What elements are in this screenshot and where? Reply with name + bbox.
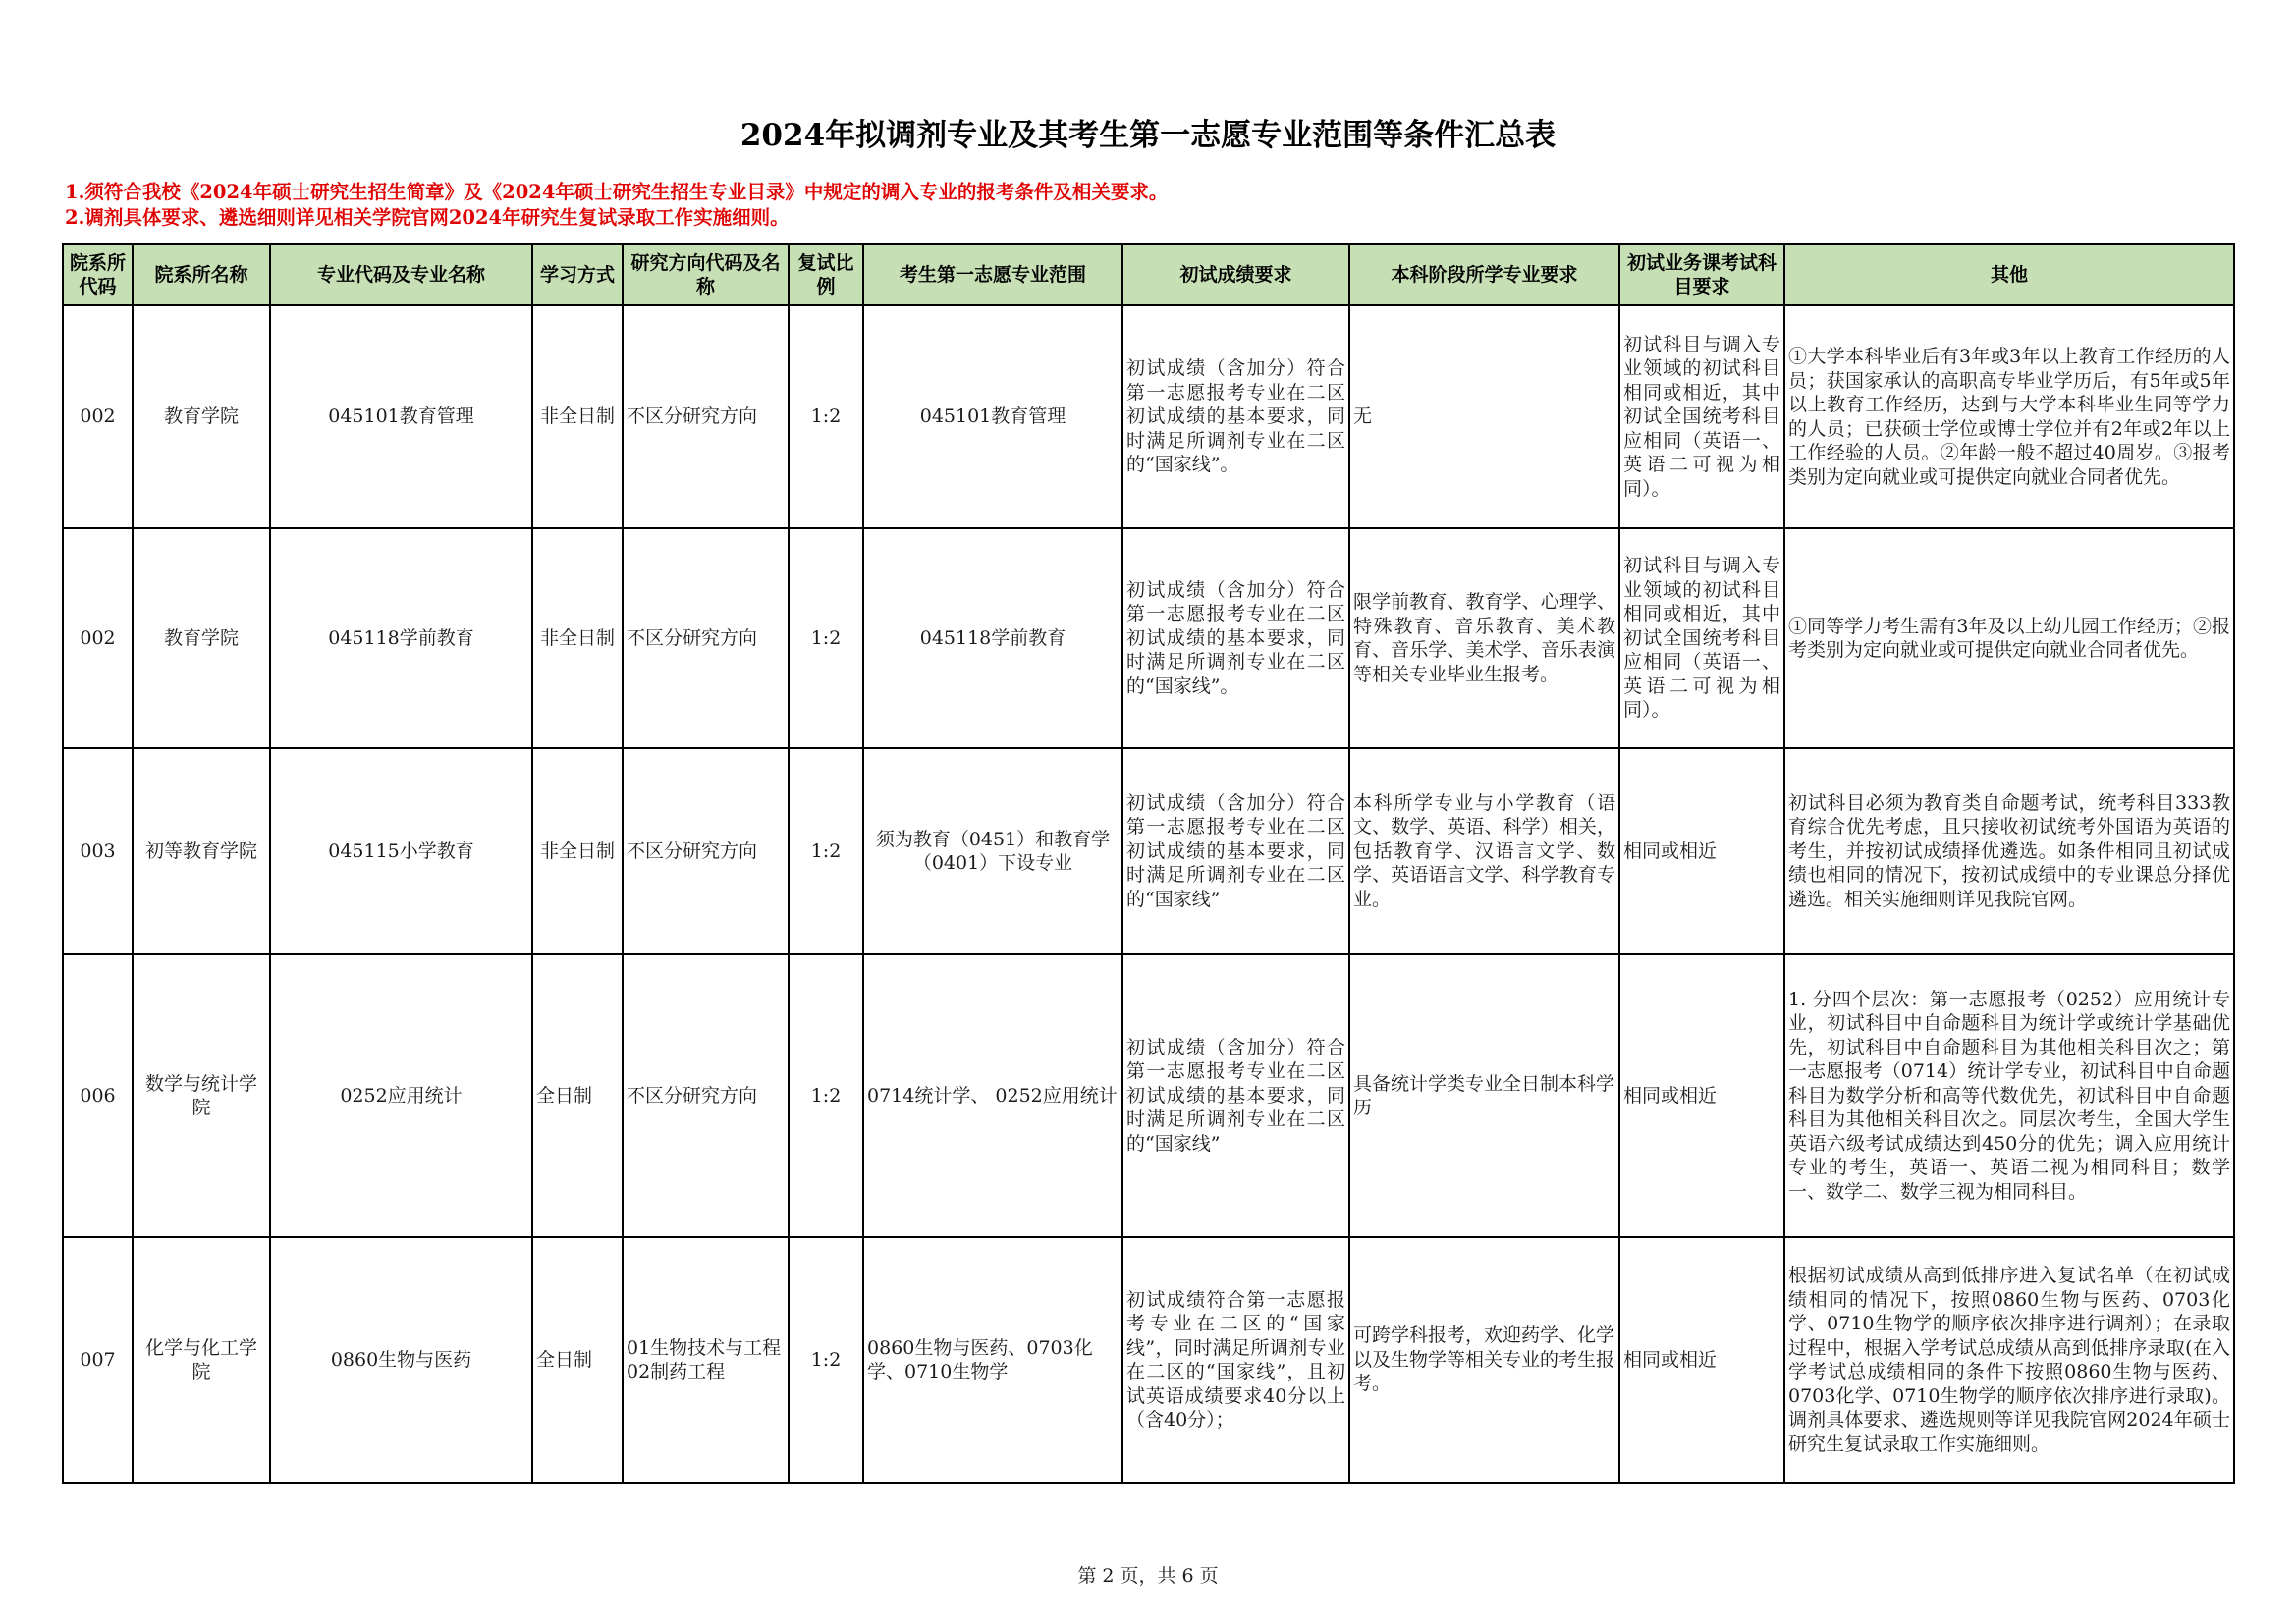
table-row [63, 954, 2234, 1237]
cell-direction: 01生物技术与工程02制药工程 [623, 1237, 789, 1483]
cell-subject-req: 初试科目与调入专业领域的初试科目相同或相近，其中初试全国统考科目应相同（英语一、英语二可视为相同）。 [1619, 528, 1784, 748]
cell-score-req: 初试成绩符合第一志愿报考专业在二区的“国家线”，同时满足所调剂专业在二区的“国家线”，且初试英语成绩要求40分以上（含40分）； [1122, 1237, 1349, 1483]
cell-dept-code: 002 [63, 528, 133, 748]
note-1: 1.须符合我校《2024年硕士研究生招生简章》及《2024年硕士研究生招生专业目录》中规定的调入专业的报考条件及相关要求。 [65, 181, 1169, 203]
cell-first-choice: 0714统计学、 0252应用统计 [863, 954, 1122, 1237]
cell-score-req: 初试成绩（含加分）符合第一志愿报考专业在二区初试成绩的基本要求，同时满足所调剂专业在二区的“国家线” [1122, 748, 1349, 954]
cell-major: 045115小学教育 [270, 748, 532, 954]
header-subject-req: 初试业务课考试科目要求 [1619, 244, 1784, 305]
cell-subject-req: 相同或相近 [1619, 748, 1784, 954]
cell-direction: 不区分研究方向 [623, 528, 789, 748]
cell-ratio: 1:2 [789, 528, 863, 748]
header-other: 其他 [1784, 244, 2234, 305]
cell-first-choice: 0860生物与医药、0703化学、0710生物学 [863, 1237, 1122, 1483]
cell-other: 1. 分四个层次：第一志愿报考（0252）应用统计专业，初试科目中自命题科目为统计学或统计学基础优先，初试科目中自命题科目为其他相关科目次之；第一志愿报考（0714）统计学专业，初试科目中自命题科目为数学分析和高等代数优先，初试科目中自命题科目为其他相关科目次之。同层次考生，全国大学生英语六级考试成绩达到450分的优先；调入应用统计专业的考生，英语一、英语二视为相同科目；数学一、数学二、数学三视为相同科目。 [1784, 954, 2234, 1237]
document-title: 2024年拟调剂专业及其考生第一志愿专业范围等条件汇总表 [739, 118, 1557, 153]
cell-major: 0252应用统计 [270, 954, 532, 1237]
cell-direction: 不区分研究方向 [623, 305, 789, 528]
cell-major: 0860生物与医药 [270, 1237, 532, 1483]
table-row [63, 528, 2234, 748]
cell-undergrad-req: 具备统计学类专业全日制本科学历 [1349, 954, 1619, 1237]
cell-undergrad-req: 无 [1349, 305, 1619, 528]
cell-major: 045118学前教育 [270, 528, 532, 748]
cell-other: ①同等学力考生需有3年及以上幼儿园工作经历；②报考类别为定向就业或可提供定向就业合同者优先。 [1784, 528, 2234, 748]
cell-first-choice: 045118学前教育 [863, 528, 1122, 748]
cell-score-req: 初试成绩（含加分）符合第一志愿报考专业在二区初试成绩的基本要求，同时满足所调剂专业在二区的“国家线” [1122, 954, 1349, 1237]
header-mode: 学习方式 [532, 244, 623, 305]
cell-mode: 非全日制 [532, 748, 623, 954]
adjustment-table [62, 243, 2235, 1484]
cell-other: 根据初试成绩从高到低排序进入复试名单（在初试成绩相同的情况下，按照0860生物与医药、0703化学、0710生物学的顺序依次排序进行调剂）；在录取过程中，根据入学考试总成绩从高到低排序录取(在入学考试总成绩相同的条件下按照0860生物与医药、0703化学、0710生物学的顺序依次排序进行录取)。调剂具体要求、遴选规则等详见我院官网2024年硕士研究生复试录取工作实施细则。 [1784, 1237, 2234, 1483]
cell-undergrad-req: 本科所学专业与小学教育（语文、数学、英语、科学）相关，包括教育学、汉语言文学、数学、英语语言文学、科学教育专业。 [1349, 748, 1619, 954]
page-number: 第 2 页，共 6 页 [1077, 1565, 1219, 1587]
cell-dept-code: 006 [63, 954, 133, 1237]
header-direction: 研究方向代码及名称 [623, 244, 789, 305]
cell-first-choice: 须为教育（0451）和教育学（0401）下设专业 [863, 748, 1122, 954]
cell-dept-code: 002 [63, 305, 133, 528]
cell-mode: 非全日制 [532, 528, 623, 748]
cell-score-req: 初试成绩（含加分）符合第一志愿报考专业在二区初试成绩的基本要求，同时满足所调剂专业在二区的“国家线”。 [1122, 305, 1349, 528]
cell-other: 初试科目必须为教育类自命题考试，统考科目333教育综合优先考虑，且只接收初试统考外国语为英语的考生，并按初试成绩择优遴选。如条件相同且初试成绩也相同的情况下，按初试成绩中的专业课总分择优遴选。相关实施细则详见我院官网。 [1784, 748, 2234, 954]
cell-ratio: 1:2 [789, 954, 863, 1237]
cell-dept-name: 教育学院 [133, 305, 270, 528]
cell-dept-name: 化学与化工学院 [133, 1237, 270, 1483]
cell-score-req: 初试成绩（含加分）符合第一志愿报考专业在二区初试成绩的基本要求，同时满足所调剂专业在二区的“国家线”。 [1122, 528, 1349, 748]
header-ratio: 复试比例 [789, 244, 863, 305]
header-undergrad-req: 本科阶段所学专业要求 [1349, 244, 1619, 305]
note-2: 2.调剂具体要求、遴选细则详见相关学院官网2024年研究生复试录取工作实施细则。 [65, 206, 790, 229]
cell-dept-name: 教育学院 [133, 528, 270, 748]
header-dept-name: 院系所名称 [133, 244, 270, 305]
cell-dept-name: 初等教育学院 [133, 748, 270, 954]
cell-dept-name: 数学与统计学院 [133, 954, 270, 1237]
cell-direction: 不区分研究方向 [623, 748, 789, 954]
cell-mode: 全日制 [532, 954, 623, 1237]
cell-dept-code: 007 [63, 1237, 133, 1483]
cell-mode: 非全日制 [532, 305, 623, 528]
cell-subject-req: 初试科目与调入专业领域的初试科目相同或相近，其中初试全国统考科目应相同（英语一、英语二可视为相同）。 [1619, 305, 1784, 528]
cell-undergrad-req: 限学前教育、教育学、心理学、特殊教育、音乐教育、美术教育、音乐学、美术学、音乐表演等相关专业毕业生报考。 [1349, 528, 1619, 748]
cell-direction: 不区分研究方向 [623, 954, 789, 1237]
header-major: 专业代码及专业名称 [270, 244, 532, 305]
table-row [63, 305, 2234, 528]
cell-major: 045101教育管理 [270, 305, 532, 528]
cell-mode: 全日制 [532, 1237, 623, 1483]
cell-ratio: 1:2 [789, 748, 863, 954]
table-row [63, 748, 2234, 954]
cell-undergrad-req: 可跨学科报考，欢迎药学、化学以及生物学等相关专业的考生报考。 [1349, 1237, 1619, 1483]
cell-first-choice: 045101教育管理 [863, 305, 1122, 528]
cell-dept-code: 003 [63, 748, 133, 954]
header-first-choice: 考生第一志愿专业范围 [863, 244, 1122, 305]
cell-subject-req: 相同或相近 [1619, 954, 1784, 1237]
cell-ratio: 1:2 [789, 1237, 863, 1483]
header-row [63, 244, 2234, 305]
cell-other: ①大学本科毕业后有3年或3年以上教育工作经历的人员；获国家承认的高职高专毕业学历后，有5年或5年以上教育工作经历，达到与大学本科毕业生同等学力的人员；已获硕士学位或博士学位并有2年或2年以上工作经验的人员。②年龄一般不超过40周岁。③报考类别为定向就业或可提供定向就业合同者优先。 [1784, 305, 2234, 528]
header-score-req: 初试成绩要求 [1122, 244, 1349, 305]
cell-subject-req: 相同或相近 [1619, 1237, 1784, 1483]
cell-ratio: 1:2 [789, 305, 863, 528]
header-dept-code: 院系所代码 [63, 244, 133, 305]
table-row [63, 1237, 2234, 1483]
